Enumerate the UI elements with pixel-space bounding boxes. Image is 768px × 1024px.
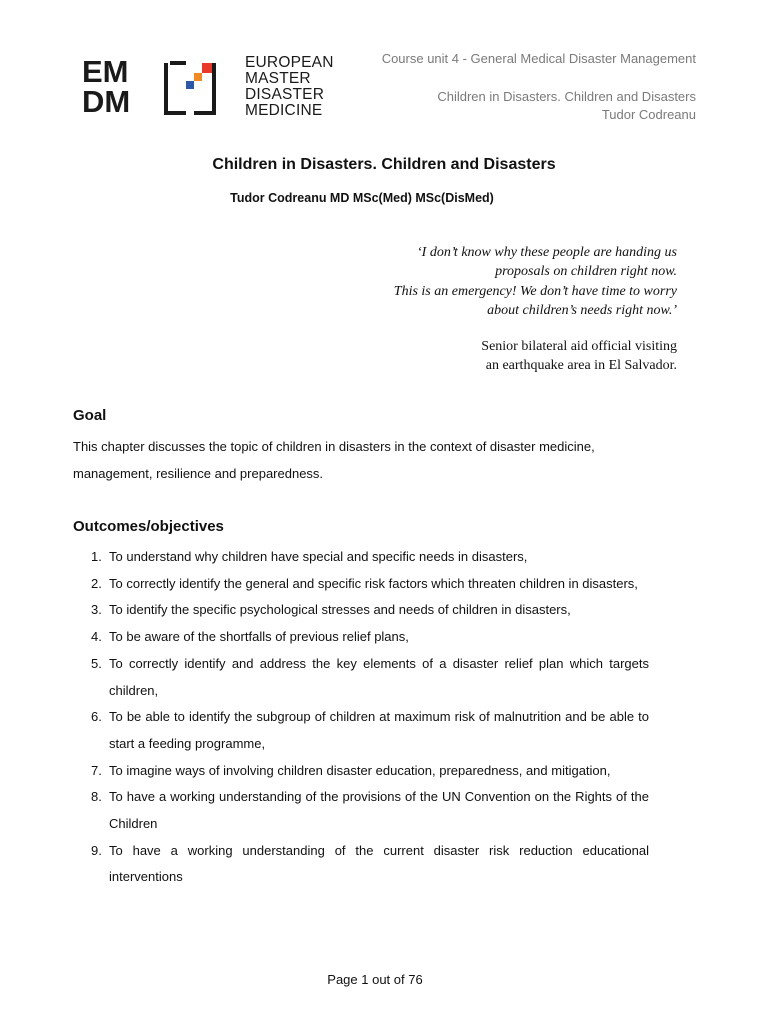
header-chapter: Children in Disasters. Children and Disasters (437, 89, 696, 104)
list-item (73, 704, 649, 757)
logo-word-european: EUROPEAN (245, 54, 334, 71)
list-item-text: To correctly identify and address the key elements of a disaster relief plan which targets children, (109, 655, 649, 698)
logo-word-master: MASTER (245, 70, 311, 87)
list-item (73, 758, 649, 785)
list-number: 5. (91, 655, 102, 671)
list-item (73, 838, 649, 891)
outcomes-list (73, 544, 649, 891)
list-item-text: To be able to identify the subgroup of children at maximum risk of malnutrition and be able to start a feeding programme, (109, 709, 649, 751)
list-item-text: To understand why children have special and specific needs in disasters, (109, 549, 528, 564)
logo-wordmark (245, 55, 334, 119)
author-line: Tudor Codreanu MD MSc(Med) MSc(DisMed) (230, 191, 494, 205)
list-number: 8. (91, 789, 102, 805)
list-number: 3. (91, 602, 102, 618)
quote-source (394, 337, 677, 376)
list-number: 2. (91, 575, 102, 591)
goal-text: This chapter discusses the topic of children in disasters in the context of disaster medicine, management, resilience and preparedness. (73, 439, 595, 481)
running-header (382, 50, 696, 124)
outcomes-heading: Outcomes/objectives (73, 518, 224, 535)
quote-source-line: an earthquake area in El Salvador. (485, 358, 677, 374)
list-item (73, 544, 649, 571)
logo-letters (82, 54, 154, 119)
list-number: 6. (91, 709, 102, 725)
emdm-logo (82, 54, 342, 121)
logo-word-medicine: MEDICINE (245, 102, 323, 119)
list-item-text: To correctly identify the general and specific risk factors which threaten children in disasters, (109, 575, 638, 591)
header-course: Course unit 4 - General Medical Disaster Management (381, 51, 696, 66)
quote-line: about children’s needs right now.’ (487, 302, 677, 318)
list-item (73, 597, 649, 624)
logo-letters-line1: EM (82, 54, 129, 89)
logo-mark-icon (164, 59, 216, 117)
list-item (73, 624, 649, 651)
list-item-text: To have a working understanding of the current disaster risk reduction educational interventions (109, 842, 649, 885)
logo-word-disaster: DISASTER (245, 86, 325, 103)
list-number: 4. (91, 629, 102, 645)
list-item-text: To identify the specific psychological stresses and needs of children in disasters, (109, 602, 571, 618)
page-number-footer: Page 1 out of 76 (327, 972, 423, 987)
list-item-text: To be aware of the shortfalls of previous relief plans, (109, 629, 409, 645)
quote-line: ‘I don’t know why these people are handing us (417, 245, 677, 260)
list-item (73, 571, 649, 598)
list-item-text: To imagine ways of involving children disaster education, preparedness, and mitigation, (109, 762, 611, 778)
list-number: 7. (91, 762, 102, 778)
epigraph-quote (394, 243, 677, 376)
goal-heading: Goal (73, 407, 107, 424)
list-item (73, 651, 649, 704)
list-number: 1. (91, 549, 102, 564)
quote-line: This is an emergency! We don’t have time to worry (393, 283, 677, 299)
list-item-text: To have a working understanding of the provisions of the UN Convention on the Rights of the Children (109, 789, 649, 832)
logo-letters-line2: DM (82, 84, 131, 119)
list-item (73, 784, 649, 837)
quote-line: proposals on children right now. (495, 264, 677, 280)
document-title: Children in Disasters. Children and Disasters (212, 156, 556, 173)
list-number: 9. (91, 842, 102, 858)
header-author: Tudor Codreanu (601, 107, 696, 122)
quote-source-line: Senior bilateral aid official visiting (481, 339, 677, 355)
